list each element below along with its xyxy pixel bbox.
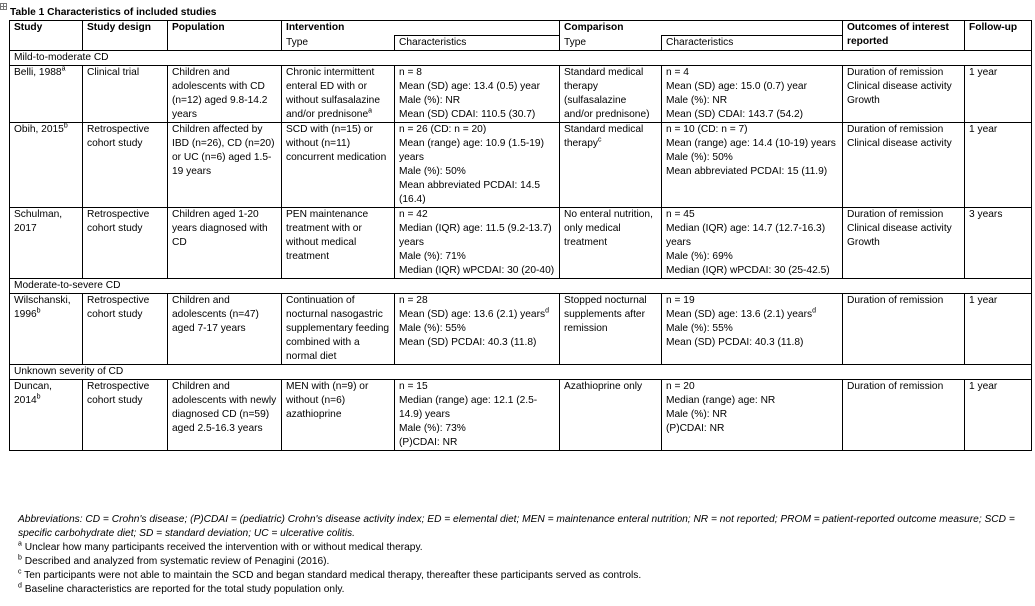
cell-outcomes-line: Clinical disease activity xyxy=(847,81,952,92)
footnote-a: $^a$ Unclear how many participants received the intervention with or without medical therapy. xyxy=(18,540,423,553)
cell-intervention-characteristics-line: Mean (SD) CDAI: 110.5 (30.7) xyxy=(399,109,536,120)
cell-intervention-characteristics-line: Median (IQR) wPCDAI: 30 (20-40) xyxy=(399,265,555,276)
header-follow-up: Follow-up xyxy=(965,21,1032,51)
cell-comparison-characteristics xyxy=(662,123,843,208)
group-row xyxy=(10,365,1032,380)
cell-comparison-type: Standard medical therapy (sulfasalazine and/or prednisone) xyxy=(560,66,662,123)
cell-comparison-characteristics-line: Mean (SD) age: 13.6 (2.1) years$^d$ xyxy=(666,307,816,320)
cell-intervention-type: Chronic intermittent enteral ED with or without sulfasalazine and/or prednisone$^a$ xyxy=(282,66,395,123)
cell-population: Children aged 1-20 years diagnosed with CD xyxy=(168,208,282,279)
cell-study: Obih, 2015$^b$ xyxy=(10,123,83,208)
cell-intervention-type: SCD with (n=15) or without (n=11) concurrent medication xyxy=(282,123,395,208)
group-label: Mild-to-moderate CD xyxy=(10,51,1032,66)
cell-intervention-type: Continuation of nocturnal nasogastric supplementary feeding combined with a normal diet xyxy=(282,294,395,365)
cell-intervention-characteristics-line: n = 28 xyxy=(399,295,428,306)
group-row xyxy=(10,51,1032,66)
cell-intervention-characteristics-line: Mean abbreviated PCDAI: 14.5 (16.4) xyxy=(399,180,541,205)
cell-comparison-characteristics-line: Male (%): 69% xyxy=(666,251,733,262)
cell-comparison-characteristics xyxy=(662,66,843,123)
cell-outcomes-line: Duration of remission xyxy=(847,381,944,392)
cell-intervention-characteristics xyxy=(395,208,560,279)
cell-comparison-characteristics-line: Median (IQR) age: 14.7 (12.7-16.3) years xyxy=(666,223,826,248)
cell-comparison-characteristics-line: n = 10 (CD: n = 7) xyxy=(666,124,748,135)
cell-study: Wilschanski, 1996$^b$ xyxy=(10,294,83,365)
cell-study-footnote-mark: b xyxy=(63,122,68,130)
cell-intervention-characteristics-line: Male (%): 55% xyxy=(399,323,466,334)
table-footnotes xyxy=(18,513,1028,597)
group-row xyxy=(10,279,1032,294)
cell-intervention-characteristics-line: Median (range) age: 12.1 (2.5-14.9) years xyxy=(399,395,538,420)
cell-intervention-type: PEN maintenance treatment with or without medical treatment xyxy=(282,208,395,279)
cell-comparison-characteristics-line: Mean (SD) age: 15.0 (0.7) year xyxy=(666,81,807,92)
cell-intervention-characteristics-line: Male (%): 50% xyxy=(399,166,466,177)
table-row xyxy=(10,294,1032,365)
cell-population: Children affected by IBD (n=26), CD (n=20) or UC (n=6) aged 1.5-19 years xyxy=(168,123,282,208)
footnote-abbreviations: Abbreviations: CD = Crohn's disease; (P)CDAI = (pediatric) Crohn's disease activity index; ED = elemental diet; MEN = maintenance enteral nutrition; NR = not reported; PROM = patient-reported outcome measure; SCD = specific carbohydrate diet; SD = standard deviation; UC = ulcerative colitis. xyxy=(18,514,1015,539)
cell-outcomes xyxy=(843,294,965,365)
cell-outcomes xyxy=(843,208,965,279)
header-intervention-characteristics: Characteristics xyxy=(395,36,560,51)
cell-outcomes-line: Clinical disease activity xyxy=(847,138,952,149)
cell-follow-up: 3 years xyxy=(965,208,1032,279)
cell-outcomes-line: Duration of remission xyxy=(847,209,944,220)
cell-intervention-characteristics xyxy=(395,294,560,365)
cell-comparison-characteristics-line: n = 20 xyxy=(666,381,695,392)
cell-intervention-characteristics-line: Male (%): 73% xyxy=(399,423,466,434)
cell-intervention-characteristics xyxy=(395,123,560,208)
cell-study-design: Retrospective cohort study xyxy=(83,294,168,365)
cell-follow-up: 1 year xyxy=(965,380,1032,451)
table-move-handle-icon[interactable] xyxy=(0,3,7,10)
cell-intervention-characteristics-line: Mean (range) age: 10.9 (1.5-19) years xyxy=(399,138,544,163)
cell-outcomes-line: Duration of remission xyxy=(847,67,944,78)
cell-population: Children and adolescents with CD (n=12) aged 9.8-14.2 years xyxy=(168,66,282,123)
cell-study: Duncan, 2014$^b$ xyxy=(10,380,83,451)
cell-comparison-characteristics-line: Mean (SD) CDAI: 143.7 (54.2) xyxy=(666,109,804,120)
table-row xyxy=(10,66,1032,123)
cell-comparison-characteristics-line: Male (%): 50% xyxy=(666,152,733,163)
footnote-c: $^c$ Ten participants were not able to maintain the SCD and began standard medical therapy, thereafter these participants served as controls. xyxy=(18,568,642,581)
cell-intervention-characteristics-line: n = 42 xyxy=(399,209,428,220)
footnote-d: $^d$ Baseline characteristics are reported for the total study population only. xyxy=(18,582,345,595)
cell-intervention-characteristics xyxy=(395,66,560,123)
cell-intervention-characteristics-line: Male (%): 71% xyxy=(399,251,466,262)
cell-study: Belli, 1988$^a$ xyxy=(10,66,83,123)
cell-intervention-characteristics-line: Male (%): NR xyxy=(399,95,461,106)
header-comparison: Comparison xyxy=(560,21,843,36)
cell-follow-up: 1 year xyxy=(965,294,1032,365)
cell-study-design: Retrospective cohort study xyxy=(83,380,168,451)
cell-comparison-characteristics-line: Male (%): NR xyxy=(666,95,728,106)
cell-intervention-characteristics-line: Median (IQR) age: 11.5 (9.2-13.7) years xyxy=(399,223,552,248)
cell-comparison-characteristics-line: Male (%): 55% xyxy=(666,323,733,334)
cell-comparison-characteristics-line: n = 45 xyxy=(666,209,695,220)
table-row xyxy=(10,208,1032,279)
cell-comparison-characteristics-line: Median (IQR) wPCDAI: 30 (25-42.5) xyxy=(666,265,830,276)
cell-population: Children and adolescents (n=47) aged 7-17 years xyxy=(168,294,282,365)
cell-study-design: Retrospective cohort study xyxy=(83,208,168,279)
cell-comparison-characteristics-line: (P)CDAI: NR xyxy=(666,423,725,434)
table-row xyxy=(10,380,1032,451)
cell-study-footnote-mark: a xyxy=(61,65,66,73)
cell-comparison-characteristics-line: Median (range) age: NR xyxy=(666,395,776,406)
cell-intervention-characteristics xyxy=(395,380,560,451)
cell-intervention-characteristics-line: Mean (SD) age: 13.4 (0.5) year xyxy=(399,81,540,92)
cell-comparison-characteristics-line: Mean abbreviated PCDAI: 15 (11.9) xyxy=(666,166,828,177)
table-caption: Table 1 Characteristics of included studies xyxy=(10,7,217,18)
cell-outcomes-line: Growth xyxy=(847,95,880,106)
cell-comparison-type: No enteral nutrition, only medical treatment xyxy=(560,208,662,279)
header-comparison-type: Type xyxy=(560,36,662,51)
cell-comparison-characteristics xyxy=(662,294,843,365)
cell-study: Schulman, 2017 xyxy=(10,208,83,279)
cell-outcomes-line: Duration of remission xyxy=(847,124,944,135)
cell-study-footnote-mark: b xyxy=(36,393,41,401)
cell-comparison-characteristics-line: Mean (SD) PCDAI: 40.3 (11.8) xyxy=(666,337,804,348)
cell-outcomes xyxy=(843,66,965,123)
group-label: Unknown severity of CD xyxy=(10,365,1032,380)
cell-intervention-characteristics-line: n = 15 xyxy=(399,381,428,392)
cell-follow-up: 1 year xyxy=(965,123,1032,208)
cell-comparison-characteristics-line: Male (%): NR xyxy=(666,409,728,420)
cell-intervention-characteristics-line: n = 26 (CD: n = 20) xyxy=(399,124,487,135)
header-population: Population xyxy=(168,21,282,51)
header-outcomes: Outcomes of interest reported xyxy=(843,21,965,51)
footnote-b: $^b$ Described and analyzed from systematic review of Penagini (2016). xyxy=(18,554,330,567)
header-intervention-type: Type xyxy=(282,36,395,51)
cell-comparison-characteristics-line: Mean (range) age: 14.4 (10-19) years xyxy=(666,138,836,149)
cell-comparison-characteristics-line: n = 19 xyxy=(666,295,695,306)
header-study-design: Study design xyxy=(83,21,168,51)
cell-comparison-type: Stopped nocturnal supplements after remission xyxy=(560,294,662,365)
cell-comparison-characteristics xyxy=(662,380,843,451)
cell-intervention-characteristics-line: n = 8 xyxy=(399,67,422,78)
cell-outcomes-line: Clinical disease activity xyxy=(847,223,952,234)
cell-comparison-type: Azathioprine only xyxy=(560,380,662,451)
cell-comparison-characteristics xyxy=(662,208,843,279)
header-study: Study xyxy=(10,21,83,51)
header-comparison-characteristics: Characteristics xyxy=(662,36,843,51)
cell-population: Children and adolescents with newly diagnosed CD (n=59) aged 2.5-16.3 years xyxy=(168,380,282,451)
cell-intervention-characteristics-line: (P)CDAI: NR xyxy=(399,437,458,448)
cell-outcomes-line: Growth xyxy=(847,237,880,248)
cell-comparison-characteristics-line: n = 4 xyxy=(666,67,689,78)
cell-intervention-type-footnote-mark: a xyxy=(368,107,373,115)
cell-study-footnote-mark: b xyxy=(36,307,41,315)
cell-intervention-characteristics-line: Mean (SD) age: 13.6 (2.1) years$^d$ xyxy=(399,307,549,320)
header-intervention: Intervention xyxy=(282,21,560,36)
group-label: Moderate-to-severe CD xyxy=(10,279,1032,294)
cell-follow-up: 1 year xyxy=(965,66,1032,123)
cell-comparison-type-footnote-mark: c xyxy=(597,136,602,144)
cell-intervention-type: MEN with (n=9) or without (n=6) azathioprine xyxy=(282,380,395,451)
cell-outcomes xyxy=(843,380,965,451)
cell-outcomes xyxy=(843,123,965,208)
table-row xyxy=(10,123,1032,208)
characteristics-table xyxy=(9,20,1032,451)
cell-comparison-type: Standard medical therapy$^c$ xyxy=(560,123,662,208)
cell-intervention-characteristics-line: Mean (SD) PCDAI: 40.3 (11.8) xyxy=(399,337,537,348)
cell-outcomes-line: Duration of remission xyxy=(847,295,944,306)
cell-study-design: Retrospective cohort study xyxy=(83,123,168,208)
cell-study-design: Clinical trial xyxy=(83,66,168,123)
